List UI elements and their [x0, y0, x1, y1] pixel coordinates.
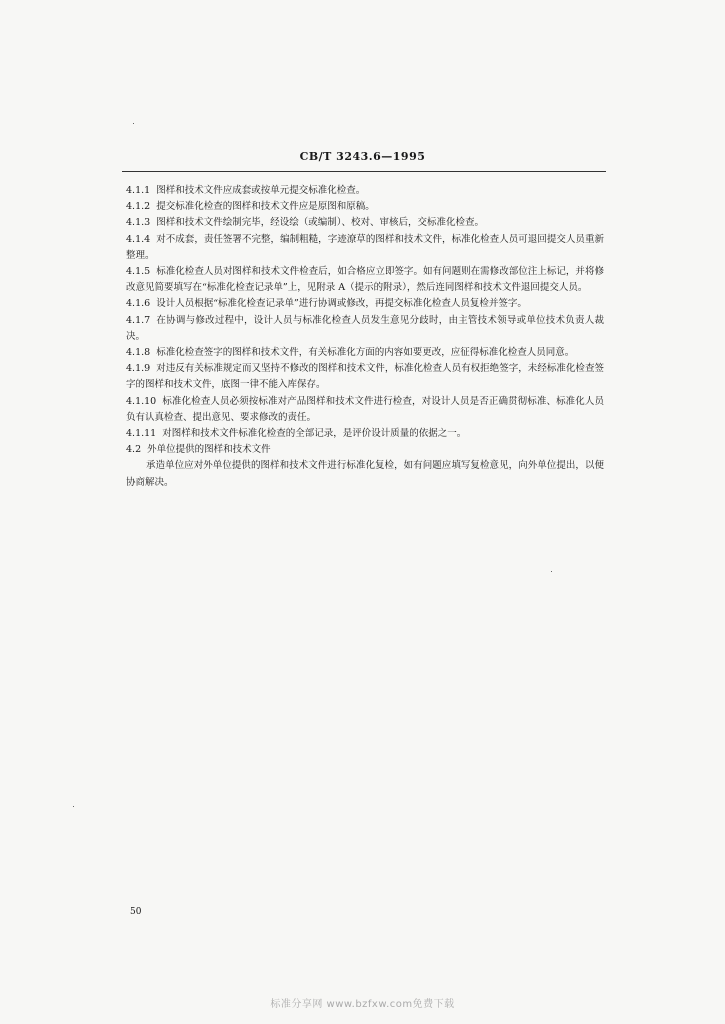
page-number: 50	[130, 907, 142, 917]
section-title: 外单位提供的图样和技术文件	[147, 444, 271, 456]
clause-number: 4.1.11	[126, 428, 157, 440]
clause	[126, 199, 604, 215]
clause-number: 4.1.9	[126, 363, 151, 375]
clause-number: 4.1.6	[126, 298, 151, 310]
clause-text: 图样和技术文件应成套或按单元提交标准化检查。	[156, 185, 366, 196]
clause-number: 4.1.10	[126, 395, 157, 407]
header-rule	[122, 171, 606, 172]
clause-number: 4.1.8	[126, 347, 151, 359]
clause-number: 4.1.1	[126, 185, 151, 196]
scan-speck	[73, 806, 74, 807]
clause-text: 对不成套，责任签署不完整，编制粗糙，字迹潦草的图样和技术文件，标准化检查人员可退回提交人员重新整理。	[126, 233, 604, 261]
clause-text: 标准化检查人员对图样和技术文件检查后，如合格应立即签字。如有问题则在需修改部位注上标记，并将修改意见简要填写在“标准化检查记录单”上，见附录 A（提示的附录），然后连同图样和技术文件退回提交人员。	[126, 266, 604, 294]
clause	[126, 232, 604, 264]
clause-number: 4.1.3	[126, 217, 151, 229]
clause	[126, 394, 604, 426]
clause-text: 设计人员根据“标准化检查记录单”进行协调或修改，再提交标准化检查人员复检并签字。	[156, 298, 527, 310]
clause	[126, 426, 604, 442]
clause	[126, 183, 604, 199]
clause-text: 标准化检查签字的图样和技术文件，有关标准化方面的内容如要更改，应征得标准化检查人员同意。	[156, 347, 575, 359]
clause-number: 4.1.7	[126, 314, 151, 326]
standard-code-header: CB/T 3243.6—1995	[299, 150, 426, 163]
clause-text: 图样和技术文件绘制完毕，经设绘（或编制）、校对、审核后，交标准化检查。	[156, 217, 484, 229]
section-number: 4.2	[126, 444, 142, 456]
clause-text: 对违反有关标准规定而又坚持不修改的图样和技术文件，标准化检查人员有权拒绝签字，未经标准化检查签字的图样和技术文件，底图一律不能入库保存。	[126, 363, 604, 391]
clause	[126, 215, 604, 231]
watermark: 标准分享网 www.bzfxw.com免费下载	[270, 999, 455, 1010]
clause	[126, 264, 604, 296]
clause-number: 4.1.5	[126, 266, 151, 278]
scan-speck	[551, 571, 552, 572]
clause-text: 提交标准化检查的图样和技术文件应是原图和原稿。	[156, 201, 375, 213]
scan-speck	[133, 123, 134, 124]
clause	[126, 296, 604, 312]
clause-number: 4.1.4	[126, 233, 151, 245]
clause-text: 在协调与修改过程中，设计人员与标准化检查人员发生意见分歧时，由主管技术领导或单位技术负责人裁决。	[126, 314, 604, 342]
clause	[126, 345, 604, 361]
clause-text: 对图样和技术文件标准化检查的全部记录，是评价设计质量的依据之一。	[162, 428, 467, 440]
clause	[126, 313, 604, 345]
clause-text: 标准化检查人员必须按标准对产品图样和技术文件进行检查，对设计人员是否正确贯彻标准、标准化人员负有认真检查、提出意见、要求修改的责任。	[126, 395, 604, 423]
clause	[126, 361, 604, 393]
section-body: 承造单位应对外单位提供的图样和技术文件进行标准化复检，如有问题应填写复检意见，向外单位提出，以便协商解决。	[126, 460, 604, 488]
section-heading	[126, 442, 604, 458]
clause-number: 4.1.2	[126, 201, 151, 213]
document-body	[126, 183, 604, 491]
